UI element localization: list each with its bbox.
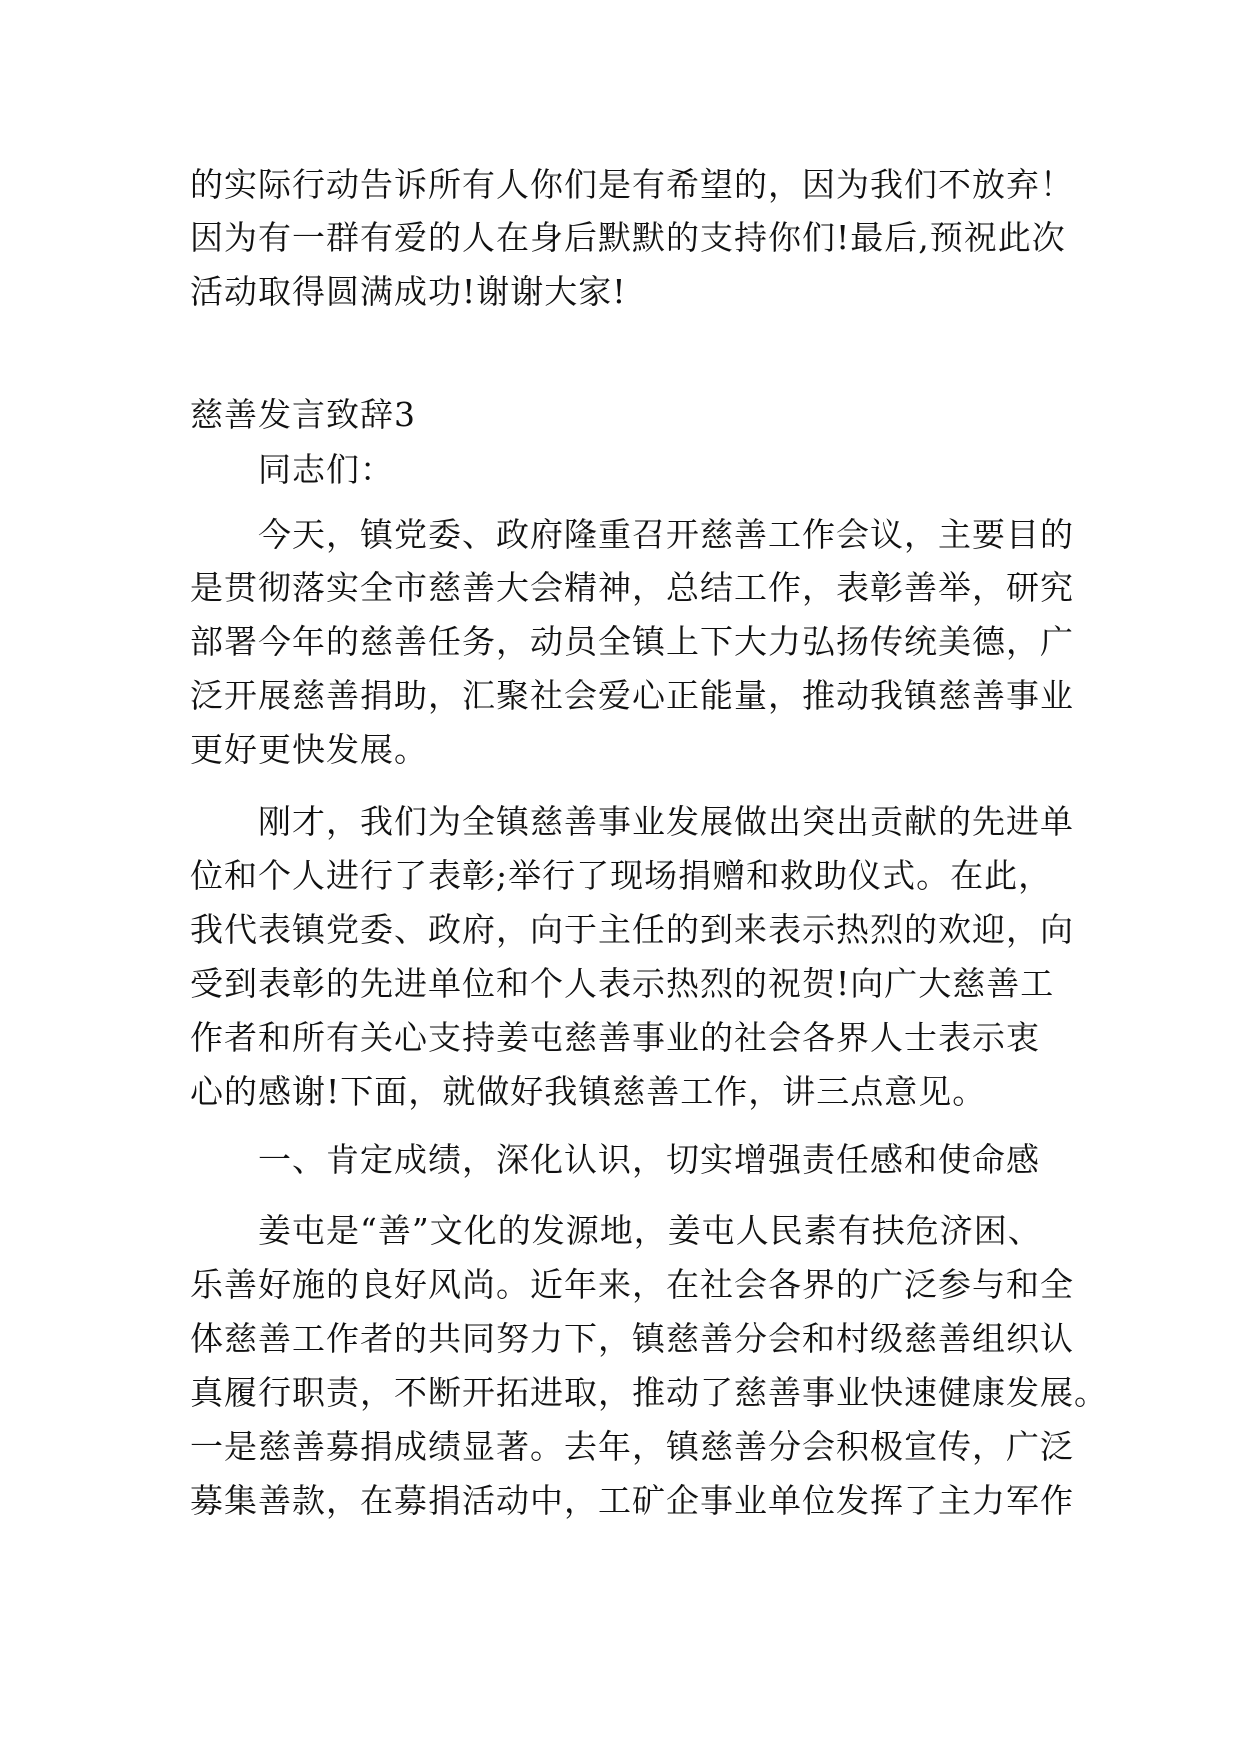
text-line: 刚才，我们为全镇慈善事业发展做出突出贡献的先进单 (258, 802, 1074, 841)
text-line: 一是慈善募捐成绩显著。去年，镇慈善分会积极宣传，广泛 (190, 1427, 1074, 1466)
text-line: 是贯彻落实全市慈善大会精神，总结工作，表彰善举，研究 (190, 568, 1074, 607)
salutation: 同志们： (258, 450, 394, 489)
text-line: 作者和所有关心支持姜屯慈善事业的社会各界人士表示衷 (190, 1018, 1040, 1057)
text-line: 泛开展慈善捐助，汇聚社会爱心正能量，推动我镇慈善事业 (190, 676, 1074, 715)
text-line: 真履行职责，不断开拓进取，推动了慈善事业快速健康发展。 (190, 1373, 1108, 1412)
text-line: 今天，镇党委、政府隆重召开慈善工作会议，主要目的 (258, 515, 1074, 554)
text-line: 更好更快发展。 (190, 730, 428, 769)
text-line: 受到表彰的先进单位和个人表示热烈的祝贺!向广大慈善工 (190, 964, 1055, 1003)
text-line: 我代表镇党委、政府，向于主任的到来表示热烈的欢迎，向 (190, 910, 1074, 949)
section-heading: 慈善发言致辞3 (190, 395, 416, 434)
text-line: 的实际行动告诉所有人你们是有希望的，因为我们不放弃！ (190, 165, 1074, 204)
text-line: 姜屯是“善”文化的发源地，姜屯人民素有扶危济困、 (258, 1211, 1042, 1250)
text-line: 活动取得圆满成功!谢谢大家! (190, 272, 627, 311)
text-line: 募集善款，在募捐活动中，工矿企事业单位发挥了主力军作 (190, 1481, 1074, 1520)
text-line: 体慈善工作者的共同努力下，镇慈善分会和村级慈善组织认 (190, 1319, 1074, 1358)
text-line: 心的感谢!下面，就做好我镇慈善工作，讲三点意见。 (190, 1072, 987, 1111)
text-line: 部署今年的慈善任务，动员全镇上下大力弘扬传统美德，广 (190, 622, 1074, 661)
subheading: 一、肯定成绩，深化认识，切实增强责任感和使命感 (258, 1140, 1040, 1179)
text-line: 位和个人进行了表彰;举行了现场捐赠和救助仪式。在此， (190, 856, 1053, 895)
text-line: 乐善好施的良好风尚。近年来，在社会各界的广泛参与和全 (190, 1265, 1074, 1304)
text-line: 因为有一群有爱的人在身后默默的支持你们!最后,预祝此次 (190, 218, 1066, 257)
